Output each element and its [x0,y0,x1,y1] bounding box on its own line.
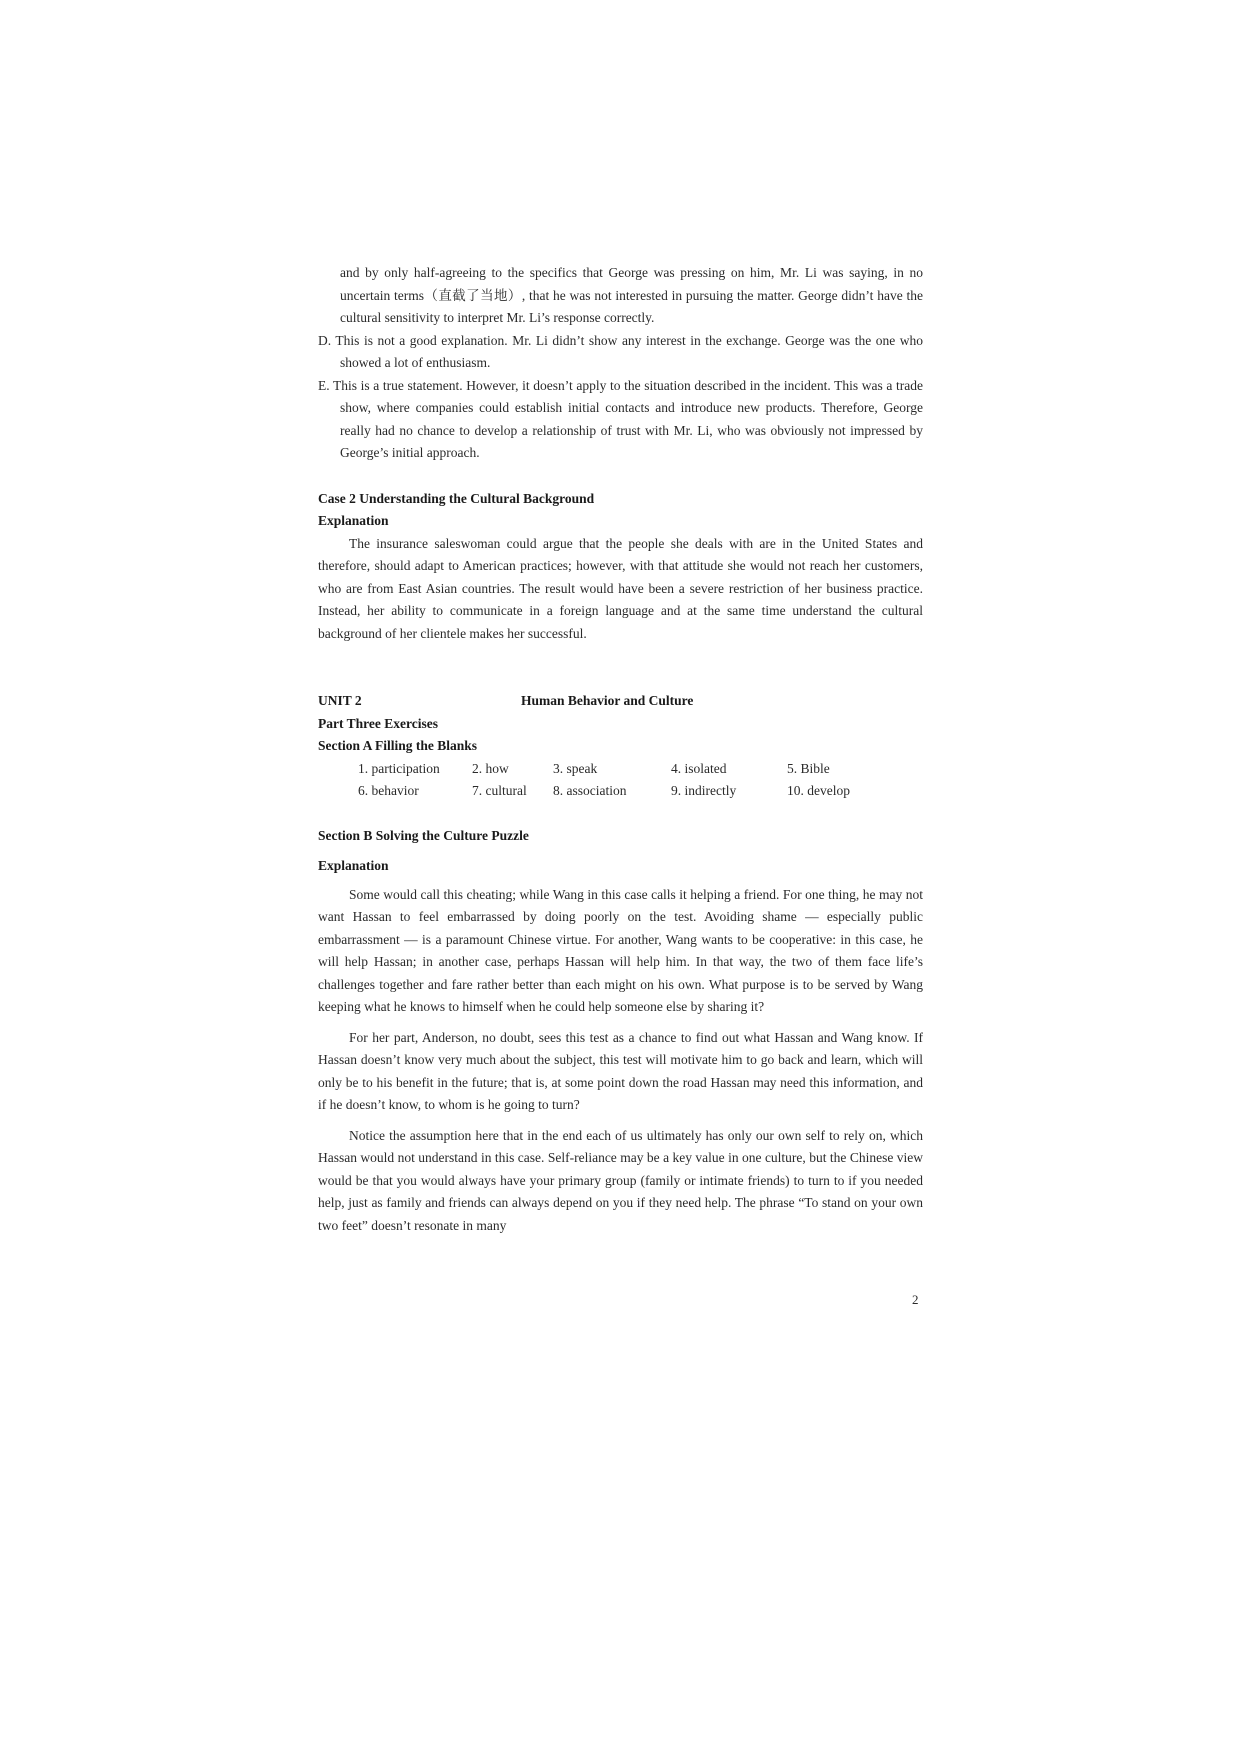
answer-key-item: 7. cultural [472,783,527,798]
case1-answer-d: D. This is not a good explanation. Mr. Li didn’t show any interest in the exchange. George was the one who showed a lot of enthusiasm. [318,332,923,370]
answer-key-table [318,758,923,803]
case2-heading: Case 2 Understanding the Cultural Background [318,490,595,506]
answer-key-row [358,780,923,803]
unit-title-row [318,690,923,713]
answer-key-item: 8. association [553,783,627,798]
answer-key-item: 9. indirectly [671,783,737,798]
answer-key-row [358,758,923,781]
answer-key-item: 2. how [472,760,509,776]
answer-key-item: 3. speak [553,760,598,776]
section-b-paragraph: Some would call this cheating; while Wang in this case calls it helping a friend. For one thing, he may not want Hassan to feel embarrassed by doing poorly on the test. Avoiding shame — especially public embarrassment — is a paramount Chinese virtue. For another, Wang wants to be cooperative: in this case, he will help Hassan; in another case, perhaps Hassan will help him. In that way, the two of them face life’s challenges together and fare rather better than each might on his own. What purpose is to be served by Wang keeping what he knows to himself when he could help someone else by sharing it? [318,886,923,1014]
case1-continued-paragraph: and by only half-agreeing to the specifics that George was pressing on him, Mr. Li was saying, in no uncertain terms（直截了当地）, that he was not interested in pursuing the matter. George didn’t have the cultural sensitivity to interpret Mr. Li’s response correctly. [340,265,923,325]
spacer [318,803,923,825]
case2-explanation-label: Explanation [318,513,389,528]
unit-title: Human Behavior and Culture [521,693,694,708]
section-b-paragraph: Notice the assumption here that in the end each of us ultimately has only our own self to rely on, which Hassan would not understand in this case. Self-reliance may be a key value in one culture, but the Chinese view would be that you would always have your primary group (family or intimate friends) to turn to if you needed help, just as family and friends can always depend on you if they need help. The phrase “To stand on your own two feet” doesn’t resonate in many [318,1127,923,1233]
case2-paragraph: The insurance saleswoman could argue that the people she deals with are in the United States and therefore, should adapt to American practices; however, with that attitude she would not reach her customers, who are from East Asian countries. The result would have been a severe restriction of her business practice. Instead, her ability to communicate in a foreign language and at the same time understand the cultural background of her clientele makes her successful. [318,535,923,641]
section-b-paragraph: For her part, Anderson, no doubt, sees this test as a chance to find out what Hassan and Wang know. If Hassan doesn’t know very much about the subject, this test will motivate him to go back and learn, which will only be to his benefit in the future; that is, at some point down the road Hassan may need this information, and if he doesn’t know, to whom is he going to turn? [318,1029,923,1112]
unit-label: UNIT 2 [318,693,362,708]
answer-key-item: 6. behavior [358,783,419,798]
document-page [318,262,923,1237]
spacer [318,465,923,488]
answer-key-item: 1. participation [358,760,440,776]
answer-key-item: 10. develop [787,783,850,798]
part-heading: Part Three Exercises [318,715,438,731]
page-number: 2 [912,1292,919,1307]
spacer [318,645,923,690]
answer-key-item: 4. isolated [671,760,727,776]
section-b-heading: Section B Solving the Culture Puzzle [318,827,529,843]
answer-key-item: 5. Bible [787,760,830,776]
section-b-explanation-label: Explanation [318,858,389,873]
section-a-heading: Section A Filling the Blanks [318,738,478,753]
case1-answer-e: E. This is a true statement. However, it doesn’t apply to the situation described in the incident. This was a trade show, where companies could establish initial contacts and introduce new products. Therefore, George really had no chance to develop a relationship of trust with Mr. Li, who was obviously not impressed by George’s initial approach. [318,377,923,460]
